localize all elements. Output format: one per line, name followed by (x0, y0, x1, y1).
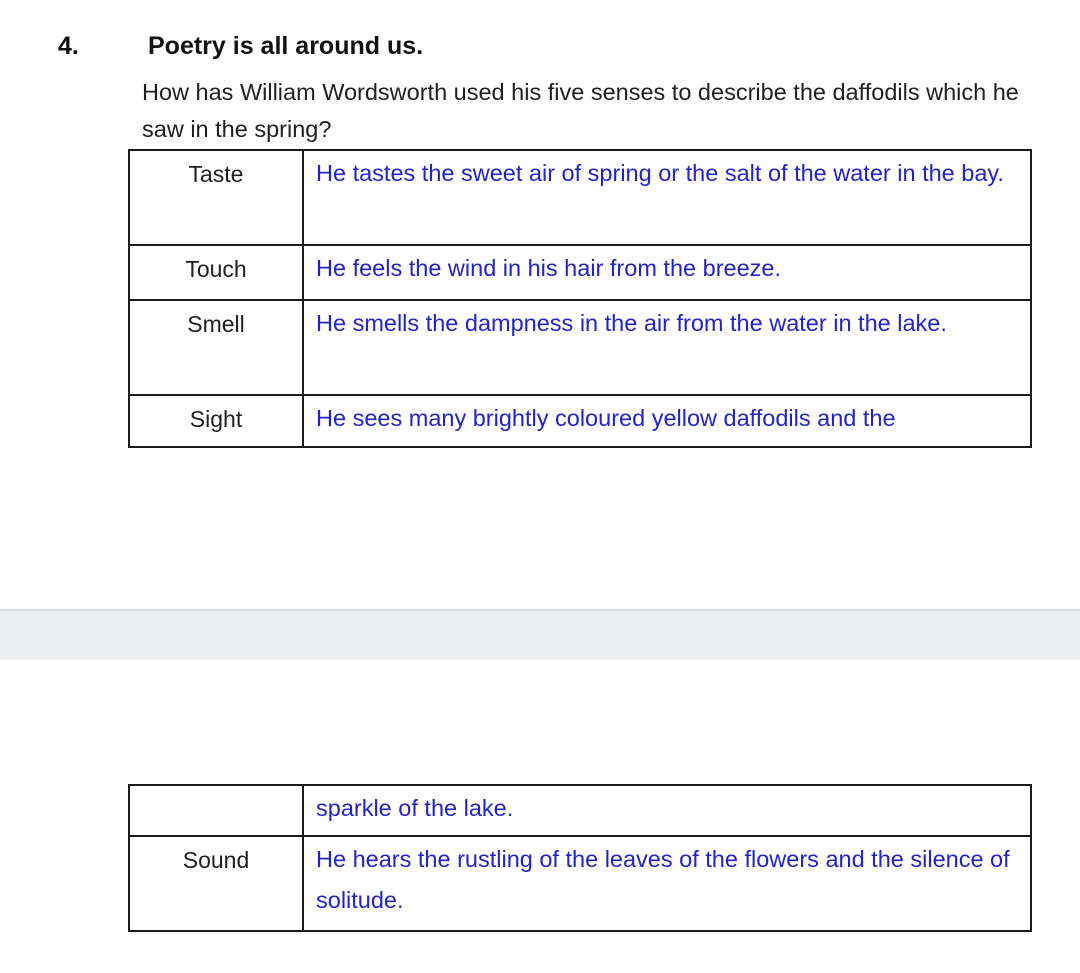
description-cell: He hears the rustling of the leaves of the flowers and the silence of solitude. (303, 836, 1031, 931)
sense-cell: Sound (129, 836, 303, 931)
sense-cell: Taste (129, 150, 303, 245)
question-prompt: How has William Wordsworth used his five senses to describe the daffodils which he saw in the spring? (142, 79, 1019, 142)
question-number: 4. (58, 32, 79, 60)
description-cell: sparkle of the lake. (303, 785, 1031, 836)
description-cell: He tastes the sweet air of spring or the salt of the water in the bay. (303, 150, 1031, 245)
sense-cell (129, 785, 303, 836)
table-row (129, 395, 1031, 447)
description-cell: He smells the dampness in the air from the water in the lake. (303, 300, 1031, 395)
sense-cell: Smell (129, 300, 303, 395)
table-row (129, 150, 1031, 245)
table-row (129, 836, 1031, 931)
table-row (129, 245, 1031, 300)
description-cell: He sees many brightly coloured yellow daffodils and the (303, 395, 1031, 447)
table-row (129, 300, 1031, 395)
description-cell: He feels the wind in his hair from the breeze. (303, 245, 1031, 300)
question-title: Poetry is all around us. (148, 32, 424, 60)
senses-table-page-1 (128, 149, 1032, 448)
senses-table-page-2 (128, 784, 1032, 932)
page-break-gap (0, 609, 1080, 659)
sense-cell: Touch (129, 245, 303, 300)
sense-cell: Sight (129, 395, 303, 447)
table-row (129, 785, 1031, 836)
